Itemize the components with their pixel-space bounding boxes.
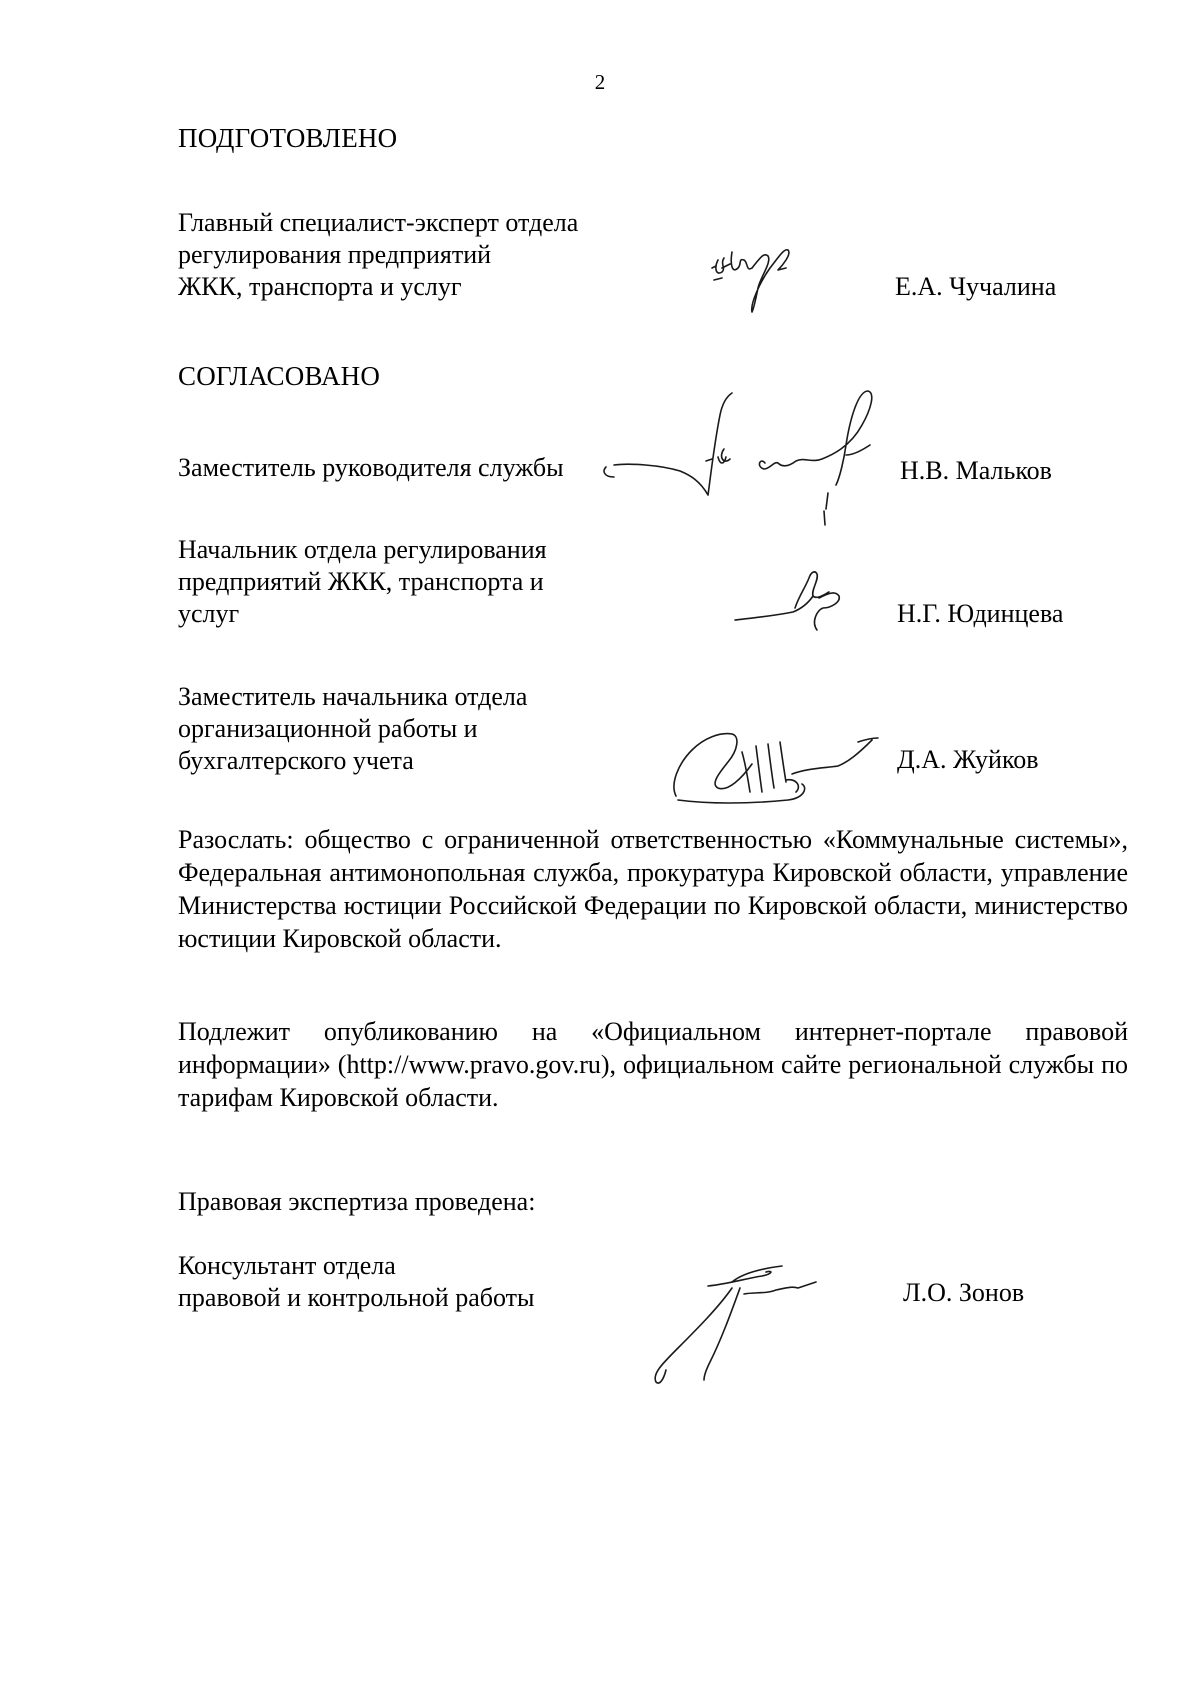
agreed-signer-2-position xyxy=(178,534,547,630)
agreed-signer-2-name: Н.Г. Юдинцева xyxy=(897,599,1064,628)
signature-yudintseva xyxy=(733,568,853,638)
publication-paragraph: Подлежит опубликованию на «Официальном интернет-портале правовой информации» (http://www.pravo.gov.ru), официальном сайте региональной службы по тарифам Кировской области. xyxy=(178,1017,1128,1112)
position-line: правовой и контрольной работы xyxy=(178,1283,535,1312)
position-line: ЖКК, транспорта и услуг xyxy=(178,272,462,301)
position-line: услуг xyxy=(178,599,240,628)
position-line: Заместитель руководителя службы xyxy=(178,453,564,482)
prepared-signer-position xyxy=(178,207,578,303)
prepared-signer-name: Е.А. Чучалина xyxy=(895,272,1057,301)
page-number: 2 xyxy=(594,70,606,94)
legal-review-heading: Правовая экспертиза проведена: xyxy=(178,1187,536,1216)
position-line: организационной работы и xyxy=(178,714,478,743)
agreed-signer-3-position xyxy=(178,681,527,777)
position-line: Консультант отдела xyxy=(178,1251,396,1280)
prepared-heading: ПОДГОТОВЛЕНО xyxy=(178,123,398,153)
legal-review-signer-position xyxy=(178,1250,534,1314)
signature-zonov xyxy=(648,1258,848,1388)
position-line: Начальник отдела регулирования xyxy=(178,535,547,564)
agreed-heading: СОГЛАСОВАНО xyxy=(178,361,381,391)
position-line: Заместитель начальника отдела xyxy=(178,682,528,711)
legal-review-signer-name: Л.О. Зонов xyxy=(903,1278,1025,1307)
signature-chuchalina xyxy=(708,238,818,318)
position-line: бухгалтерского учета xyxy=(178,746,414,775)
signature-zhuykov xyxy=(668,722,888,812)
agreed-signer-1-position xyxy=(178,452,564,484)
signature-malkov xyxy=(600,385,920,535)
position-line: предприятий ЖКК, транспорта и xyxy=(178,567,544,596)
distribution-paragraph: Разослать: общество с ограниченной ответственностью «Коммунальные системы», Федеральная антимонопольная служба, прокуратура Кировской области, управление Министерства юстиции Российской Федерации по Кировской области, министерство юстиции Кировской области. xyxy=(178,825,1128,953)
agreed-signer-1-name: Н.В. Мальков xyxy=(900,456,1052,485)
position-line: Главный специалист-эксперт отдела xyxy=(178,208,579,237)
position-line: регулирования предприятий xyxy=(178,240,492,269)
agreed-signer-3-name: Д.А. Жуйков xyxy=(897,745,1039,774)
